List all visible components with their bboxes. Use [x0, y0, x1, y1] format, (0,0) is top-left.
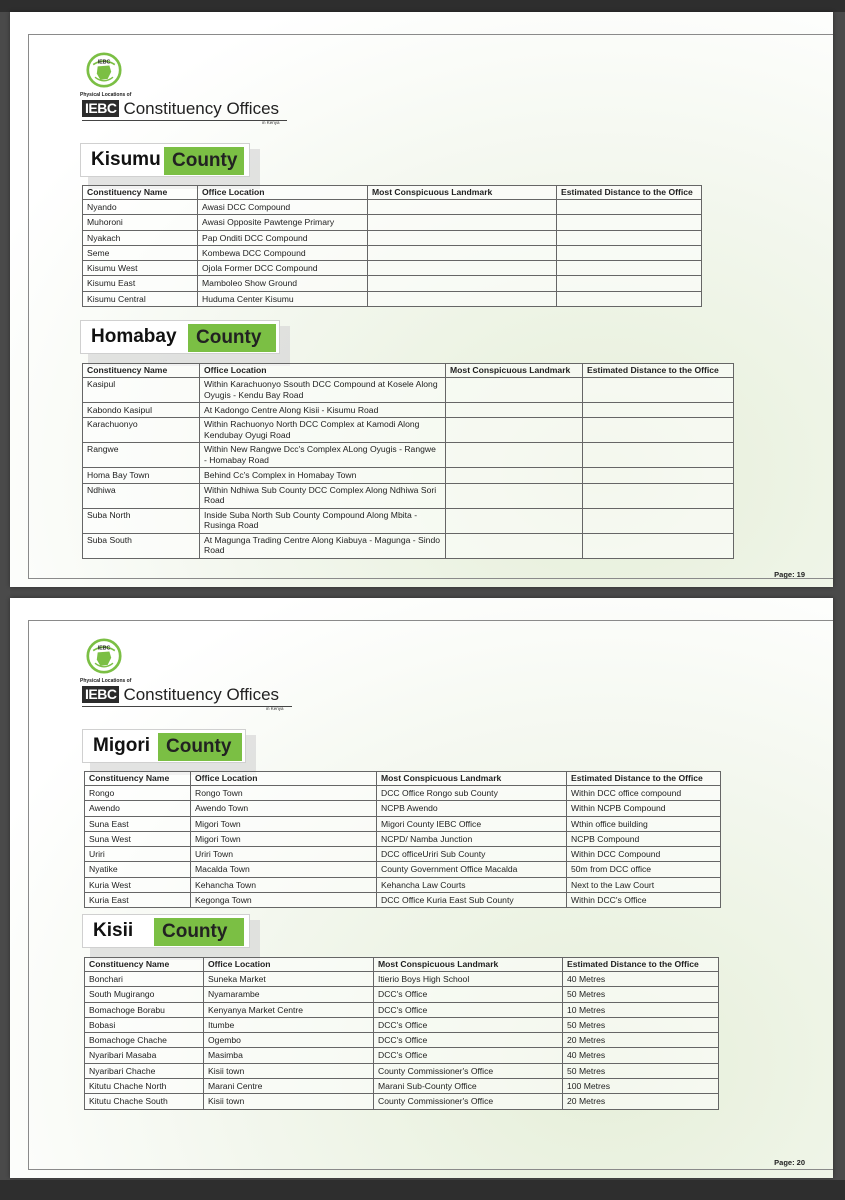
table-row	[85, 1079, 719, 1094]
physical-locations-caption: Physical Locations of	[80, 92, 132, 98]
table-cell: Kitutu Chache South	[85, 1094, 204, 1109]
table-cell: Within Ndhiwa Sub County DCC Complex Along Ndhiwa Sori Road	[200, 483, 446, 508]
table-cell	[368, 291, 557, 306]
logo-text: IEBC	[97, 59, 111, 66]
table-cell: Kabondo Kasipul	[83, 403, 200, 418]
table-cell: At Magunga Trading Centre Along Kiabuya - Magunga - Sindo Road	[200, 533, 446, 558]
column-header: Office Location	[191, 772, 377, 786]
table-cell: Huduma Center Kisumu	[198, 291, 368, 306]
table-cell	[446, 418, 583, 443]
table-cell: 20 Metres	[563, 1033, 719, 1048]
table-cell: Kegonga Town	[191, 893, 377, 908]
table-cell: Kehancha Town	[191, 877, 377, 892]
table-cell	[583, 418, 734, 443]
table-cell: 50m from DCC office	[567, 862, 721, 877]
page-frame-bottom	[28, 578, 833, 579]
table-cell: Suba North	[83, 508, 200, 533]
page-frame-bottom	[28, 1169, 833, 1170]
document-page-20	[10, 598, 833, 1178]
county-heading-kisumu	[80, 143, 250, 183]
table-cell	[446, 378, 583, 403]
table-cell: Pap Onditi DCC Compound	[198, 230, 368, 245]
table-row	[83, 215, 702, 230]
table-cell: Bonchari	[85, 972, 204, 987]
table-row	[83, 483, 734, 508]
title-underline	[82, 120, 287, 121]
table-cell: Nyando	[83, 200, 198, 215]
document-page-19	[10, 12, 833, 587]
table-cell: DCC's Office	[374, 1017, 563, 1032]
table-cell: Wthin office building	[567, 816, 721, 831]
table-cell: Within Rachuonyo North DCC Complex at Kamodi Along Kendubay Oyugi Road	[200, 418, 446, 443]
table-cell	[368, 261, 557, 276]
table-cell: 40 Metres	[563, 972, 719, 987]
table-cell: Ndhiwa	[83, 483, 200, 508]
table-cell	[446, 468, 583, 483]
table-row	[83, 443, 734, 468]
table-cell: Marani Sub-County Office	[374, 1079, 563, 1094]
table-cell: County Commissioner's Office	[374, 1094, 563, 1109]
table-header-row	[85, 772, 721, 786]
kisii-offices-table	[84, 957, 719, 1110]
table-row	[83, 508, 734, 533]
table-cell: DCC's Office	[374, 987, 563, 1002]
table-row	[85, 831, 721, 846]
table-row	[85, 801, 721, 816]
table-cell	[583, 533, 734, 558]
table-cell	[557, 230, 702, 245]
table-cell	[446, 443, 583, 468]
table-cell	[368, 245, 557, 260]
table-cell	[368, 276, 557, 291]
table-row	[85, 1017, 719, 1032]
table-cell: Kenyanya Market Centre	[204, 1002, 374, 1017]
table-cell: Uriri Town	[191, 847, 377, 862]
table-cell: 10 Metres	[563, 1002, 719, 1017]
table-cell	[557, 215, 702, 230]
table-cell: NCPD/ Namba Junction	[377, 831, 567, 846]
table-cell: Itierio Boys High School	[374, 972, 563, 987]
table-cell: Awendo	[85, 801, 191, 816]
table-cell: Kehancha Law Courts	[377, 877, 567, 892]
column-header: Most Conspicuous Landmark	[374, 958, 563, 972]
iebc-title-box: IEBC	[82, 100, 119, 117]
table-cell: Awasi Opposite Pawtenge Primary	[198, 215, 368, 230]
table-cell: Next to the Law Court	[567, 877, 721, 892]
table-header-row	[83, 364, 734, 378]
in-kenya-caption: in Kenya	[262, 120, 280, 125]
table-row	[85, 847, 721, 862]
table-cell	[368, 215, 557, 230]
table-cell: Nyaribari Masaba	[85, 1048, 204, 1063]
table-cell: Mamboleo Show Ground	[198, 276, 368, 291]
table-cell: Ogembo	[204, 1033, 374, 1048]
table-cell: Nyakach	[83, 230, 198, 245]
table-row	[85, 877, 721, 892]
table-row	[85, 1063, 719, 1078]
table-cell: Awasi DCC Compound	[198, 200, 368, 215]
table-cell	[583, 378, 734, 403]
table-cell: NCPB Awendo	[377, 801, 567, 816]
table-row	[83, 533, 734, 558]
page-number: Page: 20	[774, 1158, 805, 1167]
table-row	[83, 276, 702, 291]
table-cell: Within DCC's Office	[567, 893, 721, 908]
table-cell: Kuria West	[85, 877, 191, 892]
table-row	[83, 468, 734, 483]
table-cell: Within DCC Compound	[567, 847, 721, 862]
document-title	[82, 686, 279, 703]
homabay-offices-table	[82, 363, 734, 559]
table-row	[83, 291, 702, 306]
table-cell: Muhoroni	[83, 215, 198, 230]
table-cell: DCC Office Kuria East Sub County	[377, 893, 567, 908]
table-cell	[557, 245, 702, 260]
table-cell: Within New Rangwe Dcc's Complex ALong Oyugis - Rangwe - Homabay Road	[200, 443, 446, 468]
table-cell: NCPB Compound	[567, 831, 721, 846]
table-cell	[557, 261, 702, 276]
table-cell: At Kadongo Centre Along Kisii - Kisumu Road	[200, 403, 446, 418]
table-cell: Kombewa DCC Compound	[198, 245, 368, 260]
table-row	[85, 972, 719, 987]
table-cell: Suneka Market	[204, 972, 374, 987]
in-kenya-caption: in Kenya	[266, 706, 284, 711]
table-cell: Masimba	[204, 1048, 374, 1063]
county-label: County	[158, 733, 242, 761]
table-cell	[446, 508, 583, 533]
table-cell	[557, 291, 702, 306]
county-name: Kisii	[82, 914, 250, 948]
county-heading-kisii	[82, 914, 250, 954]
table-cell: Kisii town	[204, 1094, 374, 1109]
table-cell	[583, 443, 734, 468]
table-cell: Kisumu East	[83, 276, 198, 291]
table-cell	[446, 483, 583, 508]
table-cell: Behind Cc's Complex in Homabay Town	[200, 468, 446, 483]
table-cell: 20 Metres	[563, 1094, 719, 1109]
table-cell: Inside Suba North Sub County Compound Along Mbita - Rusinga Road	[200, 508, 446, 533]
table-row	[83, 418, 734, 443]
table-cell: 50 Metres	[563, 987, 719, 1002]
table-cell: 50 Metres	[563, 1063, 719, 1078]
county-name: Homabay	[80, 320, 280, 354]
table-cell: DCC officeUriri Sub County	[377, 847, 567, 862]
constituency-offices-title: Constituency Offices	[123, 685, 280, 704]
table-row	[83, 378, 734, 403]
kisumu-offices-table	[82, 185, 702, 307]
table-cell: Bomachoge Borabu	[85, 1002, 204, 1017]
county-name: Kisumu	[80, 143, 250, 177]
table-cell	[557, 200, 702, 215]
table-cell	[368, 230, 557, 245]
column-header: Constituency Name	[85, 958, 204, 972]
table-cell: DCC Office Rongo sub County	[377, 786, 567, 801]
table-cell	[583, 403, 734, 418]
table-cell: Nyaribari Chache	[85, 1063, 204, 1078]
table-cell: 100 Metres	[563, 1079, 719, 1094]
column-header: Office Location	[204, 958, 374, 972]
table-cell: Rangwe	[83, 443, 200, 468]
column-header: Office Location	[200, 364, 446, 378]
table-cell: Suna West	[85, 831, 191, 846]
table-row	[85, 816, 721, 831]
table-row	[83, 261, 702, 276]
title-underline	[82, 706, 292, 707]
table-cell: Bobasi	[85, 1017, 204, 1032]
table-cell: DCC's Office	[374, 1002, 563, 1017]
table-cell: Awendo Town	[191, 801, 377, 816]
table-cell	[557, 276, 702, 291]
county-heading-homabay	[80, 320, 280, 360]
table-cell: Kisumu Central	[83, 291, 198, 306]
table-cell: Marani Centre	[204, 1079, 374, 1094]
county-label: County	[188, 324, 276, 352]
county-label: County	[154, 918, 244, 946]
column-header: Constituency Name	[85, 772, 191, 786]
table-cell: Within Karachuonyo Ssouth DCC Compound at Kosele Along Oyugis - Kendu Bay Road	[200, 378, 446, 403]
table-cell: County Government Office Macalda	[377, 862, 567, 877]
logo-text: IEBC	[97, 645, 111, 652]
table-cell: Nyamarambe	[204, 987, 374, 1002]
iebc-logo-icon	[86, 52, 122, 88]
county-heading-migori	[82, 729, 246, 769]
table-cell: Within DCC office compound	[567, 786, 721, 801]
table-row	[85, 893, 721, 908]
table-row	[83, 245, 702, 260]
table-cell: Kasipul	[83, 378, 200, 403]
county-name: Migori	[82, 729, 246, 763]
table-row	[85, 786, 721, 801]
table-row	[85, 862, 721, 877]
column-header: Most Conspicuous Landmark	[377, 772, 567, 786]
column-header: Estimated Distance to the Office	[557, 186, 702, 200]
constituency-offices-title: Constituency Offices	[123, 99, 280, 118]
table-cell: 50 Metres	[563, 1017, 719, 1032]
table-cell: Kisii town	[204, 1063, 374, 1078]
table-cell: Uriri	[85, 847, 191, 862]
table-cell: Rongo	[85, 786, 191, 801]
iebc-logo-icon	[86, 638, 122, 674]
table-cell: Kitutu Chache North	[85, 1079, 204, 1094]
table-cell: Migori Town	[191, 831, 377, 846]
page-number: Page: 19	[774, 570, 805, 579]
table-cell: Suna East	[85, 816, 191, 831]
column-header: Office Location	[198, 186, 368, 200]
table-cell: DCC's Office	[374, 1033, 563, 1048]
table-cell: Suba South	[83, 533, 200, 558]
table-cell	[368, 200, 557, 215]
table-cell: Kuria East	[85, 893, 191, 908]
table-cell	[446, 533, 583, 558]
column-header: Estimated Distance to the Office	[567, 772, 721, 786]
table-cell: Karachuonyo	[83, 418, 200, 443]
county-label: County	[164, 147, 244, 175]
table-cell: Homa Bay Town	[83, 468, 200, 483]
top-dark-band	[0, 0, 845, 12]
bottom-dark-band	[0, 1180, 845, 1200]
table-cell: Macalda Town	[191, 862, 377, 877]
table-row	[85, 987, 719, 1002]
table-cell: Within NCPB Compound	[567, 801, 721, 816]
table-cell: South Mugirango	[85, 987, 204, 1002]
column-header: Most Conspicuous Landmark	[368, 186, 557, 200]
table-cell: Itumbe	[204, 1017, 374, 1032]
column-header: Constituency Name	[83, 186, 198, 200]
table-cell: Rongo Town	[191, 786, 377, 801]
column-header: Most Conspicuous Landmark	[446, 364, 583, 378]
table-row	[85, 1002, 719, 1017]
table-row	[83, 230, 702, 245]
table-cell: DCC's Office	[374, 1048, 563, 1063]
table-cell	[446, 403, 583, 418]
table-header-row	[83, 186, 702, 200]
table-cell: Seme	[83, 245, 198, 260]
table-row	[85, 1048, 719, 1063]
table-cell	[583, 508, 734, 533]
column-header: Constituency Name	[83, 364, 200, 378]
table-row	[83, 403, 734, 418]
table-cell	[583, 468, 734, 483]
physical-locations-caption: Physical Locations of	[80, 678, 132, 684]
table-cell: Bomachoge Chache	[85, 1033, 204, 1048]
table-cell: 40 Metres	[563, 1048, 719, 1063]
table-row	[83, 200, 702, 215]
table-cell: Migori Town	[191, 816, 377, 831]
document-title	[82, 100, 279, 117]
table-cell: Migori County IEBC Office	[377, 816, 567, 831]
table-row	[85, 1094, 719, 1109]
table-cell: Ojola Former DCC Compound	[198, 261, 368, 276]
column-header: Estimated Distance to the Office	[583, 364, 734, 378]
table-cell: Nyatike	[85, 862, 191, 877]
iebc-title-box: IEBC	[82, 686, 119, 703]
migori-offices-table	[84, 771, 721, 908]
table-row	[85, 1033, 719, 1048]
column-header: Estimated Distance to the Office	[563, 958, 719, 972]
table-header-row	[85, 958, 719, 972]
table-cell	[583, 483, 734, 508]
table-cell: Kisumu West	[83, 261, 198, 276]
table-cell: County Commissioner's Office	[374, 1063, 563, 1078]
